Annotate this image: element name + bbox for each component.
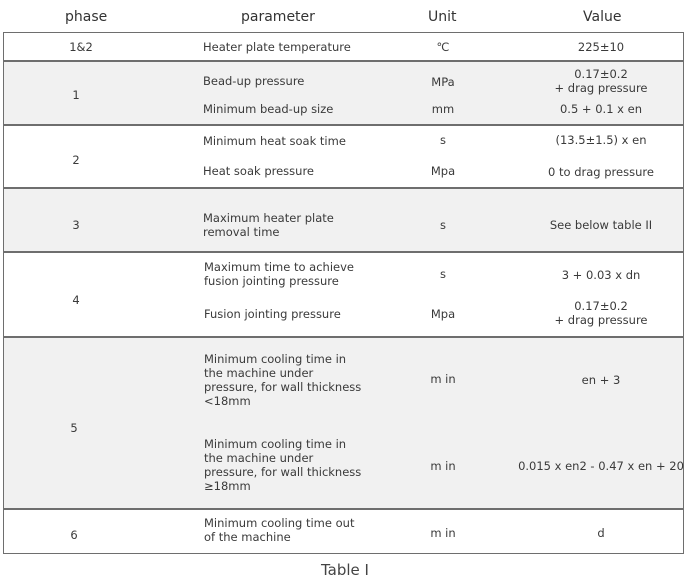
unit-cell: s xyxy=(440,133,446,147)
value-cell: (13.5±1.5) x en xyxy=(555,133,647,147)
parameter-cell: Minimum cooling time in xyxy=(204,352,347,366)
table-header xyxy=(3,0,684,32)
parameter-cell: Minimum cooling time out xyxy=(204,516,355,530)
parameter-cell-line3: pressure, for wall thickness xyxy=(204,380,362,394)
unit-cell: ℃ xyxy=(436,40,450,54)
parameter-cell-line4: <18mm xyxy=(204,394,251,408)
unit-cell: Mpa xyxy=(430,164,456,178)
phase-cell: 1&2 xyxy=(69,40,93,54)
table-row xyxy=(3,337,684,509)
value-cell: 0.17±0.2 xyxy=(574,299,628,313)
parameter-cell: Maximum time to achieve xyxy=(204,260,354,274)
value-cell: 0.015 x en2 - 0.47 x en + 20 xyxy=(518,459,684,473)
phase-cell: 3 xyxy=(72,218,80,232)
parameter-cell: Bead-up pressure xyxy=(203,74,305,88)
parameter-cell-line4: ≥18mm xyxy=(204,479,251,493)
parameter-cell-line2: removal time xyxy=(203,225,280,239)
value-cell: 225±10 xyxy=(577,40,625,54)
unit-cell: MPa xyxy=(431,75,455,89)
header-value: Value xyxy=(583,9,622,25)
unit-cell: m in xyxy=(430,372,456,386)
value-cell: 0.17±0.2 xyxy=(574,67,628,81)
unit-cell: m in xyxy=(430,526,456,540)
parameter-cell: Heat soak pressure xyxy=(203,164,314,178)
parameter-cell: Fusion jointing pressure xyxy=(204,307,341,321)
phase-cell: 2 xyxy=(72,153,80,167)
value-cell: d xyxy=(597,526,605,540)
unit-cell: mm xyxy=(431,102,455,116)
table-row xyxy=(3,32,684,61)
header-parameter: parameter xyxy=(241,9,315,25)
header-phase: phase xyxy=(65,9,108,25)
table-row xyxy=(3,509,684,554)
parameter-cell: Maximum heater plate xyxy=(203,211,334,225)
unit-cell: s xyxy=(440,267,446,281)
value-cell: 0 to drag pressure xyxy=(548,165,654,179)
table-row xyxy=(3,125,684,188)
table-row xyxy=(3,61,684,125)
value-cell: 0.5 + 0.1 x en xyxy=(559,102,642,116)
phase-cell: 4 xyxy=(72,293,80,307)
parameter-cell-line2: the machine under xyxy=(204,366,314,380)
header-unit: Unit xyxy=(428,9,457,25)
value-cell: See below table II xyxy=(549,218,653,232)
parameter-cell-line3: pressure, for wall thickness xyxy=(204,465,362,479)
unit-cell: s xyxy=(440,218,446,232)
unit-cell: m in xyxy=(430,459,456,473)
table-row xyxy=(3,188,684,252)
phase-cell: 6 xyxy=(70,528,78,542)
value-cell-line2: + drag pressure xyxy=(554,81,648,95)
value-cell: en + 3 xyxy=(581,373,621,387)
parameter-cell-line2: the machine under xyxy=(204,451,314,465)
phase-cell: 1 xyxy=(72,88,80,102)
table-caption: Table I xyxy=(321,561,369,579)
parameter-cell: Minimum heat soak time xyxy=(203,134,346,148)
parameter-cell: Minimum cooling time in xyxy=(204,437,347,451)
parameter-cell: Minimum bead-up size xyxy=(203,102,334,116)
parameter-cell-line2: fusion jointing pressure xyxy=(204,274,339,288)
table-row xyxy=(3,252,684,337)
parameter-cell: Heater plate temperature xyxy=(203,40,351,54)
unit-cell: Mpa xyxy=(430,307,456,321)
phase-cell: 5 xyxy=(70,421,78,435)
value-cell-line2: + drag pressure xyxy=(554,313,648,327)
value-cell: 3 + 0.03 x dn xyxy=(561,268,641,282)
parameter-cell-line2: of the machine xyxy=(204,530,291,544)
